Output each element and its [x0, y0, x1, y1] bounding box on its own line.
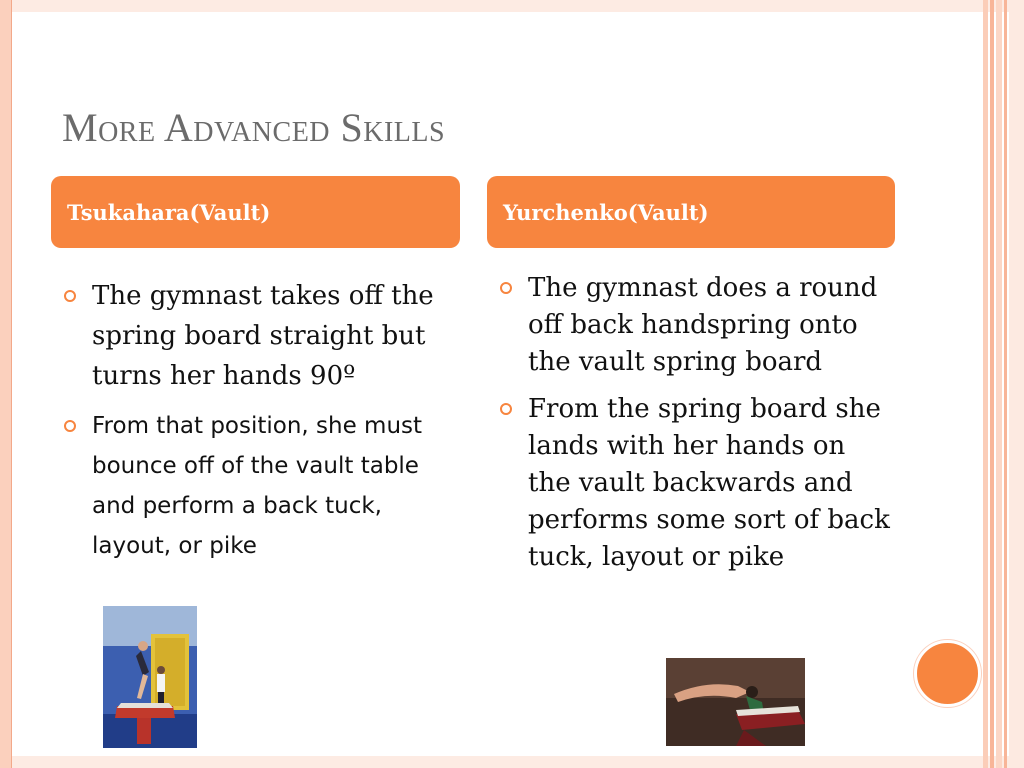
slide-title: More Advanced Skills — [62, 105, 446, 150]
bullet-item — [64, 406, 454, 566]
gymnast-vault-photo — [103, 606, 197, 748]
column-header-label: Tsukahara(Vault) — [67, 199, 271, 225]
column-header-label: Yurchenko(Vault) — [503, 199, 709, 225]
frame-right-stripe — [983, 0, 988, 768]
bullet-text: The gymnast takes off the spring board straight but turns her hands 90º — [92, 281, 434, 391]
bullet-text: The gymnast does a round off back handspring onto the vault spring board — [528, 273, 878, 377]
gymnast-handspring-photo — [666, 658, 805, 746]
column-header-yurchenko — [487, 176, 895, 248]
bullet-circle-icon — [64, 290, 76, 302]
frame-right-stripe — [996, 0, 1002, 768]
bullet-text: From the spring board she lands with her hands on the vault backwards and performs some sort of back tuck, layout or pike — [528, 394, 890, 572]
gymnast-handspring-illustration — [666, 658, 805, 746]
bullet-circle-icon — [500, 282, 512, 294]
column-header-tsukahara — [51, 176, 460, 248]
bullet-item — [500, 391, 895, 576]
gymnast-vault-illustration — [103, 606, 197, 748]
bullet-item — [64, 276, 454, 396]
decorative-circle — [914, 640, 981, 707]
frame-left-border — [0, 0, 12, 768]
bullet-item — [500, 270, 895, 381]
frame-right-stripe — [1004, 0, 1007, 768]
bullet-list-tsukahara — [64, 276, 454, 576]
bullet-circle-icon — [64, 420, 76, 432]
frame-top — [0, 0, 1024, 12]
bullet-text: From that position, she must bounce off of the vault table and perform a back tuck, layout, or pike — [92, 413, 423, 559]
frame-bottom — [0, 756, 1024, 768]
frame-right-stripe — [990, 0, 994, 768]
frame-right-stripe — [1009, 0, 1024, 768]
bullet-circle-icon — [500, 403, 512, 415]
bullet-list-yurchenko — [500, 270, 895, 586]
